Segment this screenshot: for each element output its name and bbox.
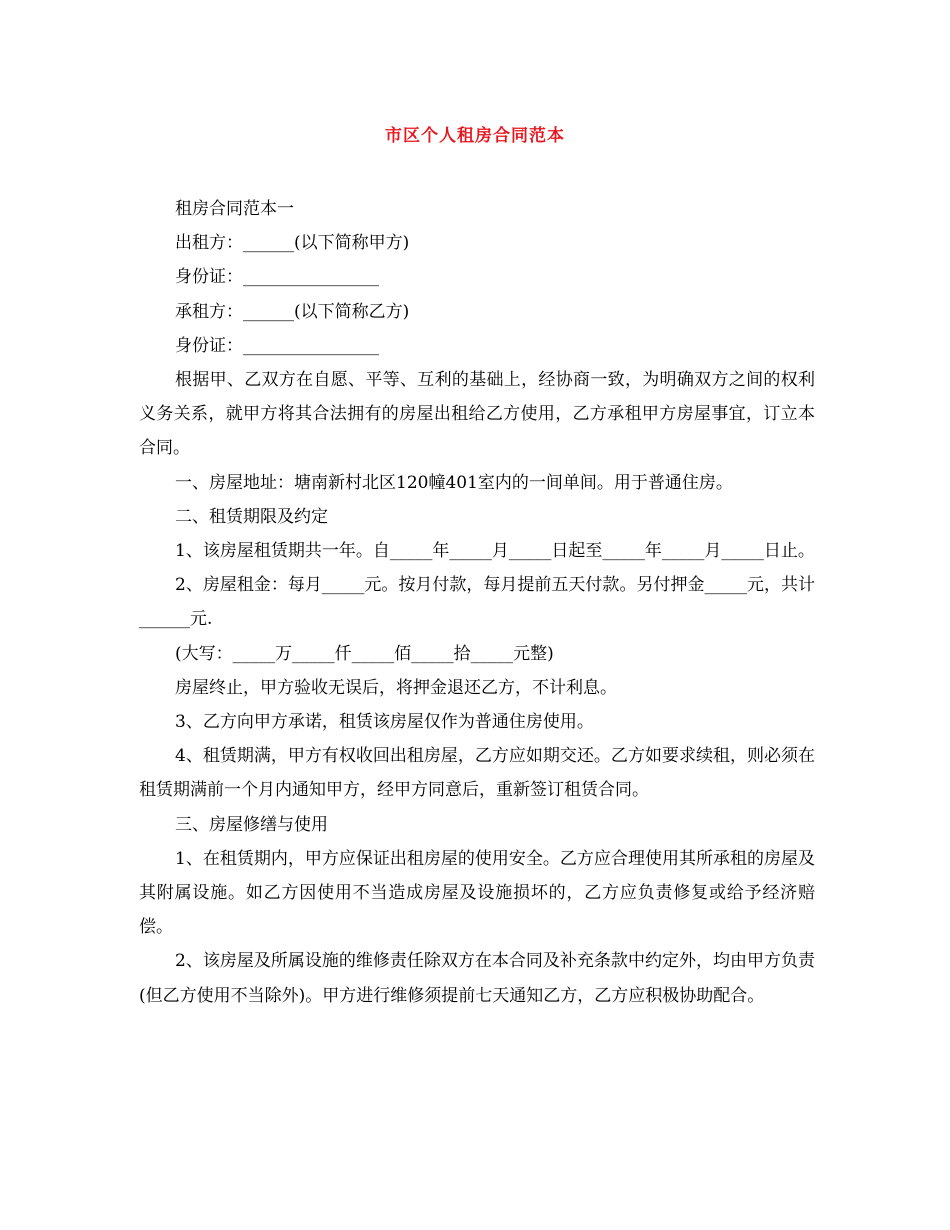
paragraph-preamble: 根据甲、乙双方在自愿、平等、互利的基础上，经协商一致，为明确双方之间的权利义务关系，就甲方将其合法拥有的房屋出租给乙方使用，乙方承租甲方房屋事宜，订立本合同。 [139,370,815,459]
paragraph-deposit-return: 房屋终止，甲方验收无误后，将押金退还乙方，不计利息。 [175,677,617,698]
paragraph-term-period: 1、该房屋租赁期共一年。自_____年_____月_____日起至_____年_____月_____日止。 [175,541,815,562]
document-title: 市区个人租房合同范本 [385,126,565,146]
paragraph-lessee-id: 身份证：________________ [175,335,379,356]
paragraph-renewal: 4、租赁期满，甲方有权收回出租房屋，乙方应如期交还。乙方如要求续租，则必须在租赁期满前一个月内通知甲方，经甲方同意后，重新签订租赁合同。 [139,746,815,801]
paragraph-address: 一、房屋地址：塘南新村北区120幢401室内的一间单间。用于普通住房。 [175,472,733,493]
paragraph-rent-uppercase: (大写：_____万_____仟_____佰_____拾_____元整) [175,643,554,664]
paragraph-lessor-id: 身份证：________________ [175,267,379,288]
paragraph-heading-sample: 租房合同范本一 [175,199,294,219]
paragraph-rent: 2、房屋租金：每月_____元。按月付款，每月提前五天付款。另付押金_____元，共计______元. [139,575,815,630]
paragraph-section-repair: 三、房屋修缮与使用 [175,814,328,835]
paragraph-repair-safety: 1、在租赁期内，甲方应保证出租房屋的使用安全。乙方应合理使用其所承租的房屋及其附属设施。如乙方因使用不当造成房屋及设施损坏的，乙方应负责修复或给予经济赔偿。 [139,848,815,938]
paragraph-lessor: 出租方：______(以下简称甲方) [175,233,410,254]
paragraph-lessee: 承租方：______(以下简称乙方) [175,301,410,322]
paragraph-repair-responsibility: 2、该房屋及所属设施的维修责任除双方在本合同及补充条款中约定外，均由甲方负责(但乙方使用不当除外)。甲方进行维修须提前七天通知乙方，乙方应积极协助配合。 [139,951,815,1006]
paragraph-section-term: 二、租赁期限及约定 [175,506,328,527]
document-body [139,192,815,1013]
paragraph-usage-promise: 3、乙方向甲方承诺，租赁该房屋仅作为普通住房使用。 [175,712,594,733]
